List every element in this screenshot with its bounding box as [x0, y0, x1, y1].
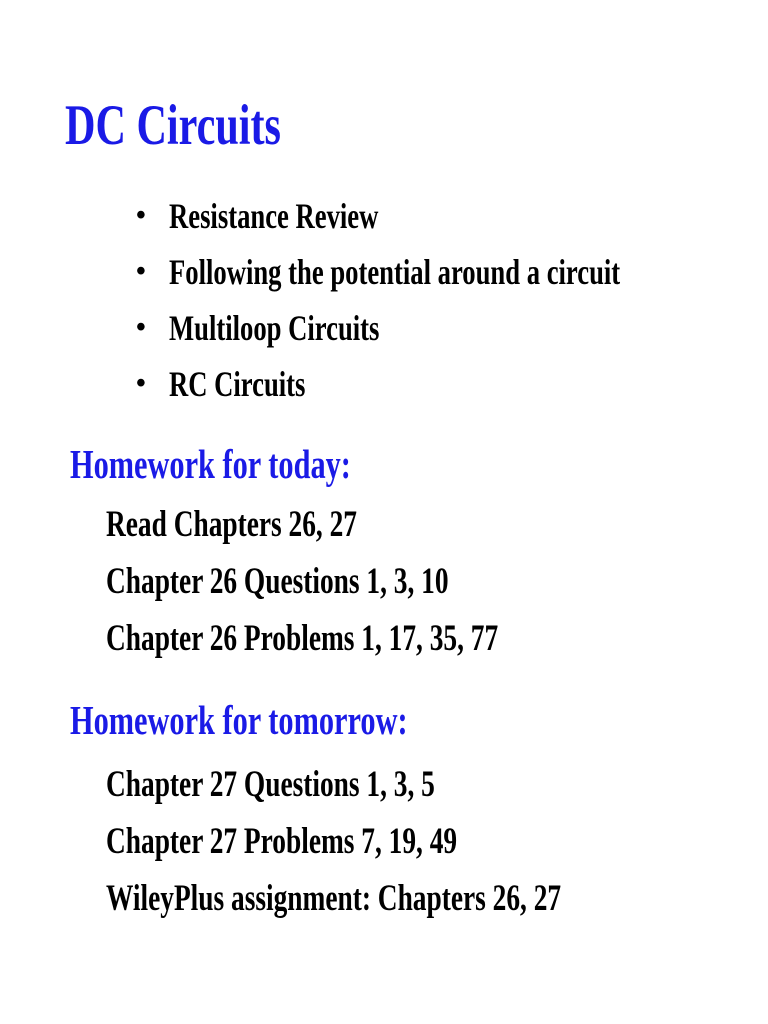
homework-tomorrow-heading-text: Homework for tomorrow:	[70, 697, 408, 743]
topic-item	[136, 244, 768, 300]
homework-today-item	[106, 610, 636, 667]
topic-item	[136, 300, 768, 356]
topic-text: Resistance Review	[169, 196, 379, 236]
topic-text: Following the potential around a circuit	[169, 252, 621, 292]
homework-tomorrow-item	[106, 813, 721, 870]
topic-list	[136, 188, 768, 412]
bullet-icon: •	[136, 200, 146, 231]
homework-item-text: Chapter 26 Problems 1, 17, 35, 77	[106, 618, 499, 659]
homework-item-text: Chapter 27 Questions 1, 3, 5	[106, 764, 435, 805]
homework-today-heading-text: Homework for today:	[70, 441, 351, 487]
homework-item-text: WileyPlus assignment: Chapters 26, 27	[106, 878, 562, 919]
homework-today-item	[106, 553, 636, 610]
topic-text: Multiloop Circuits	[169, 308, 380, 348]
homework-item-text: Chapter 27 Problems 7, 19, 49	[106, 821, 458, 862]
homework-item-text: Read Chapters 26, 27	[106, 504, 357, 545]
topic-item	[136, 356, 768, 412]
bullet-icon: •	[136, 312, 146, 343]
homework-tomorrow-heading	[70, 692, 526, 748]
homework-tomorrow-item	[106, 870, 721, 927]
topic-text: RC Circuits	[169, 364, 306, 404]
slide-title-text: DC Circuits	[65, 94, 281, 157]
bullet-icon: •	[136, 256, 146, 287]
homework-item-text: Chapter 26 Questions 1, 3, 10	[106, 561, 449, 602]
homework-today-item	[106, 496, 636, 553]
homework-tomorrow-item	[106, 756, 721, 813]
topic-item	[136, 188, 768, 244]
homework-today-list	[106, 496, 636, 667]
bullet-icon: •	[136, 368, 146, 399]
homework-tomorrow-list	[106, 756, 721, 927]
slide-title	[65, 88, 357, 164]
homework-today-heading	[70, 436, 450, 492]
